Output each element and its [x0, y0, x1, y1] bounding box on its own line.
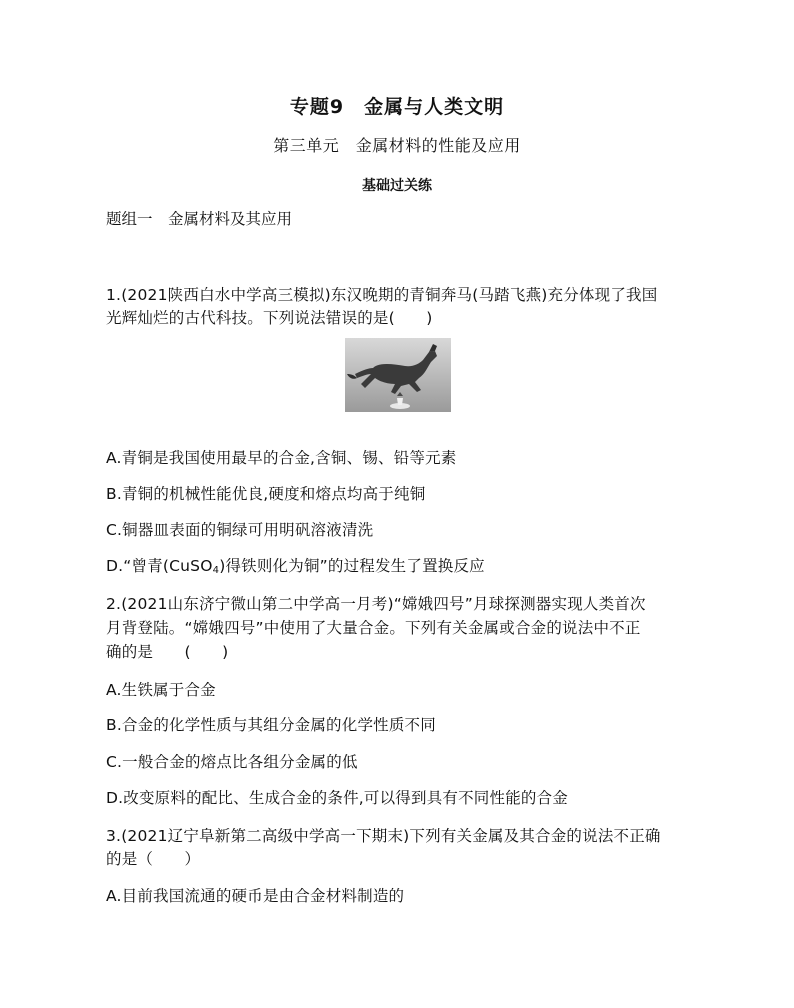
group-heading: 题组一 金属材料及其应用 [106, 210, 293, 228]
q1-option-d-subscript: 4 [212, 565, 220, 576]
q2-option-b: B.合金的化学性质与其组分金属的化学性质不同 [106, 716, 436, 734]
q2-option-a: A.生铁属于合金 [106, 681, 216, 699]
q3-stem-line-1: 3.(2021辽宁阜新第二高级中学高一下期末)下列有关金属及其合金的说法不正确 [106, 827, 661, 845]
page-title: 专题9 金属与人类文明 [289, 96, 505, 118]
q2-stem-line-2: 月背登陆。“嫦娥四号”中使用了大量合金。下列有关金属或合金的说法中不正 [106, 619, 641, 637]
q2-option-d: D.改变原料的配比、生成合金的条件,可以得到具有不同性能的合金 [106, 789, 568, 807]
bronze-horse-photo [345, 338, 451, 412]
q1-option-d-suffix: )得铁则化为铜”的过程发生了置换反应 [219, 557, 485, 575]
q3-stem-line-2: 的是（ ） [106, 850, 201, 868]
unit-subtitle: 第三单元 金属材料的性能及应用 [273, 136, 521, 155]
q1-option-d-prefix: D.“曾青(CuSO [106, 557, 213, 575]
q2-option-c: C.一般合金的熔点比各组分金属的低 [106, 753, 358, 771]
q2-stem-line-3: 确的是 ( ) [106, 643, 229, 661]
section-heading: 基础过关练 [362, 178, 432, 194]
q1-option-b: B.青铜的机械性能优良,硬度和熔点均高于纯铜 [106, 485, 426, 503]
q2-stem-line-1: 2.(2021山东济宁微山第二中学高一月考)“嫦娥四号”月球探测器实现人类首次 [106, 595, 646, 613]
q1-option-c: C.铜器皿表面的铜绿可用明矾溶液清洗 [106, 521, 374, 539]
q1-stem-line-2: 光辉灿烂的古代科技。下列说法错误的是( ) [106, 309, 433, 327]
q1-stem-line-1: 1.(2021陕西白水中学高三模拟)东汉晚期的青铜奔马(马踏飞燕)充分体现了我国 [106, 286, 658, 304]
q1-option-a: A.青铜是我国使用最早的合金,含铜、锡、铅等元素 [106, 449, 457, 467]
q1-option-d [106, 554, 485, 576]
q3-option-a: A.目前我国流通的硬币是由合金材料制造的 [106, 887, 405, 905]
